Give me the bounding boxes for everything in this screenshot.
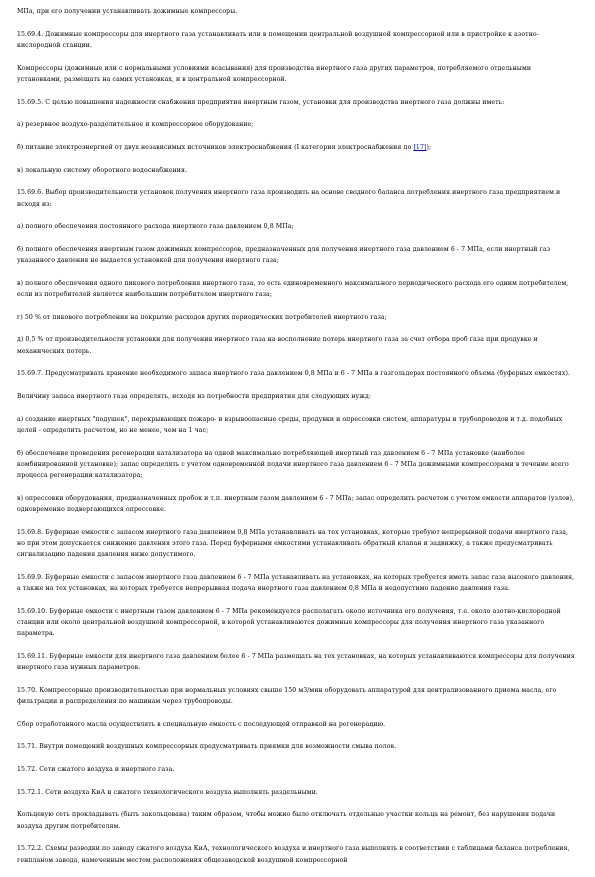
paragraph-item-b-power [17, 142, 577, 153]
paragraph-15-69-5: 15.69.5. С целью повышения надежности снабжения предприятия инертным газом, установки для производства инертного газа должны иметь: [17, 98, 505, 106]
paragraph-item-a-cushions: а) создание инертных "подушек", перекрывающих пожаро- и взрывоопасные среды, продувки и опрессовки систем, аппаратуры и трубопроводов и т.д. подобных целей - определить расчетом, но не менее, чем на 1 час; [17, 415, 563, 434]
paragraph-oil-collection: Сбор отработанного масла осуществлять в специальную емкость с последующей отправкой на регенерацию. [17, 720, 386, 728]
paragraph-15-69-4: 15.69.4. Дожимные компрессоры для инертного газа устанавливать или в помещении центральной воздушной компрессорной или в пристройке к азотно-кислородной станции. [17, 30, 539, 49]
paragraph-15-69-7: 15.69.7. Предусматривать хранение необходимого запаса инертного газа давлением 0,8 МПа и 6 - 7 МПа в газгольдерах постоянного объема (буферных емкостях). [17, 370, 571, 378]
paragraph-text-before-link: б) питание электроэнергией от двух независимых источников электроснабжения (I категория электроснабжения по [17, 143, 414, 151]
paragraph-text-after-link: ); [426, 143, 432, 151]
paragraph-15-70: 15.70. Компрессорные производительностью при нормальных условиях свыше 150 м3/мин оборудовать аппаратурой для централизованного приема масла, его фильтрации и распределения по машинам через трубопроводы. [17, 686, 557, 705]
paragraph-15-72-2: 15.72.2. Схемы разводки по заводу сжатого воздуха КиА, технологического воздуха и инертного газа выполнять в соответствии с таблицами баланса потребления, генпланом завода, намеченным местом расположения общезаводской воздушной компрессорной [17, 845, 570, 864]
paragraph-item-d-losses: д) 0,5 % от производительности установки для получения инертного газа на восполнение потерь инертного газа за счет отбора проб газа при продувке и механических потерь. [17, 336, 538, 355]
paragraph-15-69-8: 15.69.8. Буферные емкости с запасом инертного газа давлением 0,8 МПа устанавливать на тех установках, которые требуют непрерывной подачи инертного газа, но при этом допускается снижение давления этого газа. Перед буферными емкостями устанавливать обратный клапан и задвижку, а также предусматривать сигнализацию падения давления ниже допустимого. [17, 528, 569, 559]
paragraph-15-69-6: 15.69.6. Выбор производительности установок получения инертного газа производить на основе сводного баланса потребления инертного газа предприятием и исходя из: [17, 189, 561, 208]
document-page [17, 6, 577, 877]
paragraph-compressors: Компрессоры (дожимные или с нормальными условиями всасывания) для производства инертного газа других параметров, потребляемого отдельными установками, размещать на самих установках, и в центральной компрессорной. [17, 64, 532, 83]
paragraph-item-c-pressure-test: в) опрессовки оборудования, предназначенных пробок и т.п. инертным газом давлением 6 - 7 МПа; запас определить расчетом с учетом емкости аппаратов (узлов), одновременно подвергающихся опрессовке. [17, 494, 574, 513]
paragraph-item-g-fifty: г) 50 % от пикового потребления на покрытие расходов других периодических потребителей инертного газа; [17, 313, 387, 321]
paragraph-item-a-reserve: а) резервное воздухо-разделительное и компрессорное оборудование; [17, 121, 254, 129]
paragraph-item-b-regeneration: б) обеспечение проведения регенерации катализатора на одной максимально потребляющей инертный газ давлением 6 - 7 МПа установке (наиболее комбинированной установке); запас определять с учетом одновременной подачи инертного газа давлением 6 - 7 МПа дожимными компрессорами в течение всего процесса регенерации катализатора; [17, 449, 569, 480]
paragraph-ring-network: Кольцевую сеть прокладывать (быть закольцована) таким образом, чтобы можно было отключать отдельные участки кольца на ремонт, без нарушения подачи воздуха другим потребителям. [17, 811, 556, 830]
paragraph-15-71: 15.71. Внутри помещений воздушных компрессорных предусматривать приямки для возможности смыва полов. [17, 743, 397, 751]
paragraph-15-72: 15.72. Сети сжатого воздуха и инертного газа. [17, 766, 175, 774]
paragraph-15-69-11: 15.69.11. Буферные емкости для инертного газа давлением более 6 - 7 МПа размещать на тех установках, на которых устанавливаются компрессоры для получения инертного газа нужных параметров. [17, 652, 575, 672]
reference-link[interactable]: [17] [413, 143, 427, 151]
paragraph-15-72-1: 15.72.1. Сети воздуха КиА и сжатого технологического воздуха выполнять раздельными. [17, 788, 318, 796]
paragraph-pressure-continuation: МПа, при его получении устанавливать дожимные компрессоры. [17, 8, 238, 15]
paragraph-reserve-amount: Величину запаса инертного газа определять, исходя из потребности предприятия для следующих нужд: [17, 393, 372, 401]
paragraph-item-c-peak: в) полного обеспечения одного пикового потребления инертного газа, то есть единовременного максимального периодического расхода его одним потребителем, если из потребителей является наибольшим потребителем инертного газа; [17, 279, 569, 299]
paragraph-15-69-10: 15.69.10. Буферные емкости с инертным газом давлением 6 - 7 МПа рекомендуется располагать около источника его получения, т.е. около азотно-кислородной станции или около центральной воздушной компрессорной, в которой устанавливаются дожимные компрессоры для получения инертного газа указанного параметра. [17, 607, 561, 638]
paragraph-item-a-constant: а) полного обеспечения постоянного расхода инертного газа давлением 0,8 МПа; [17, 223, 294, 231]
paragraph-item-b-booster: б) полного обеспечения инертным газом дожимных компрессоров, предназначенных для получения инертного газа давлением 6 - 7 МПа, если инертный газ указанного давления не выдается установкой для получения инертного газа; [17, 245, 551, 265]
paragraph-15-69-9: 15.69.9. Буферные емкости с запасом инертного газа давлением 6 - 7 МПа устанавливать на установках, на которых требуется иметь запас газа высокого давления, а также на тех установках, на которых требуется непрерывная подача инертного газа давлением 0,8 МПа и недопустимо падение давления газа. [17, 573, 575, 592]
paragraph-item-c-water: в) локальную систему оборотного водоснабжения. [17, 166, 188, 174]
